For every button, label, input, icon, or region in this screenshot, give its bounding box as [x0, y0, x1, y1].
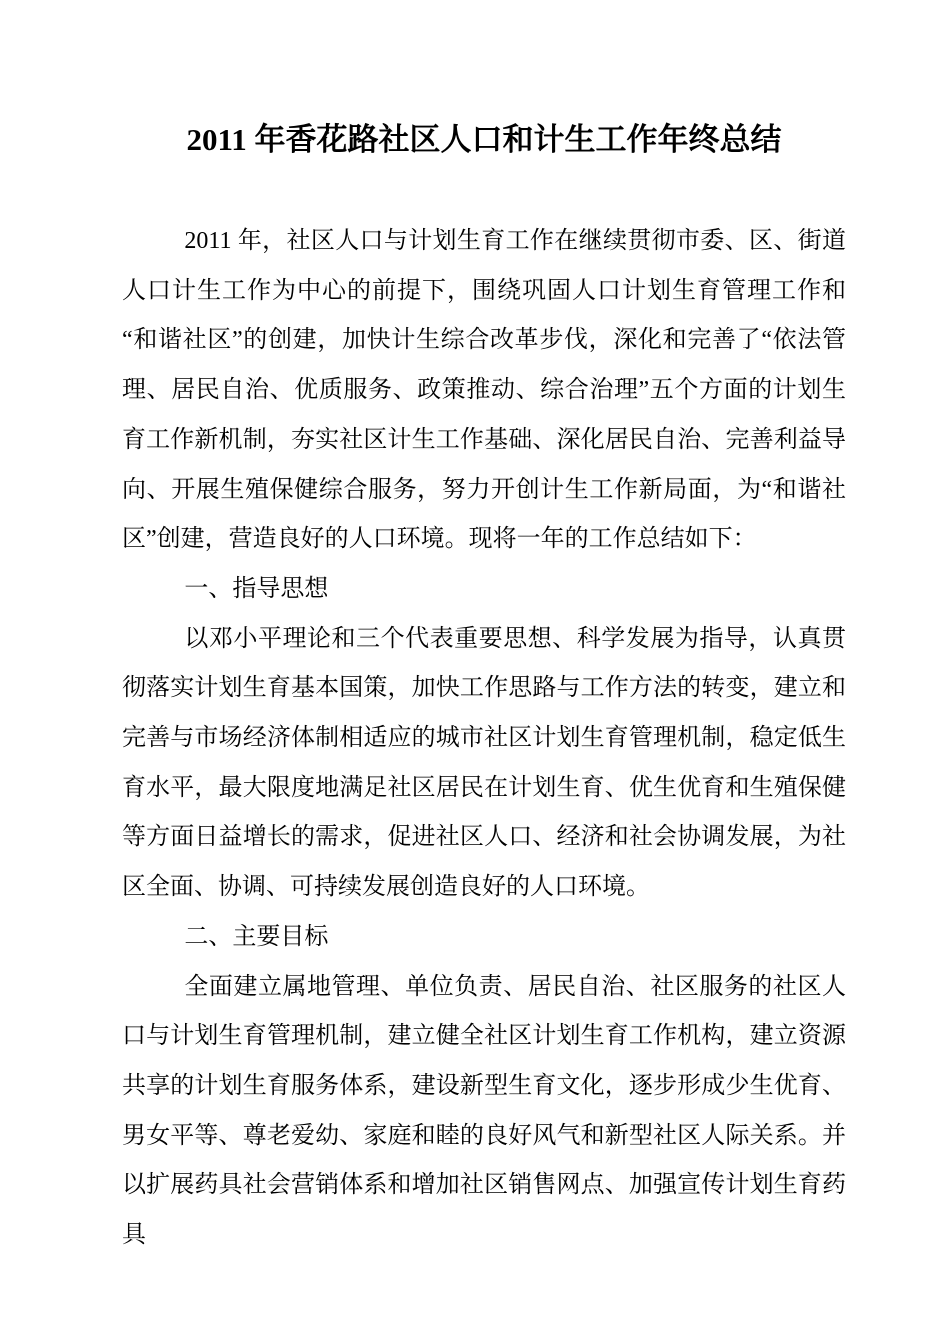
paragraph: 2011 年，社区人口与计划生育工作在继续贯彻市委、区、街道人口计生工作为中心的前提下，围绕巩固人口计划生育管理工作和“和谐社区”的创建，加快计生综合改革步伐，深化和完善了“依法管理、居民自治、优质服务、政策推动、综合治理”五个方面的计划生育工作新机制，夯实社区计生工作基础、深化居民自治、完善利益导向、开展生殖保健综合服务，努力开创计生工作新局面，为“和谐社区”创建，营造良好的人口环境。现将一年的工作总结如下：: [122, 228, 846, 553]
section-heading: 二、主要目标: [184, 923, 329, 950]
paragraph: 以邓小平理论和三个代表重要思想、科学发展为指导，认真贯彻落实计划生育基本国策，加快工作思路与工作方法的转变，建立和完善与市场经济体制相适应的城市社区计划生育管理机制，稳定低生育水平，最大限度地满足社区居民在计划生育、优生优育和生殖保健等方面日益增长的需求，促进社区人口、经济和社会协调发展，为社区全面、协调、可持续发展创造良好的人口环境。: [122, 625, 846, 901]
section-heading: 一、指导思想: [184, 575, 329, 602]
document-title: 2011 年香花路社区人口和计生工作年终总结: [186, 122, 782, 157]
document-body: [122, 217, 846, 1261]
paragraph: 全面建立属地管理、单位负责、居民自治、社区服务的社区人口与计划生育管理机制，建立健全社区计划生育工作机构，建立资源共享的计划生育服务体系，建设新型生育文化，逐步形成少生优育、男女平等、尊老爱幼、家庭和睦的良好风气和新型社区人际关系。并以扩展药具社会营销体系和增加社区销售网点、加强宣传计划生育药具: [122, 973, 846, 1249]
